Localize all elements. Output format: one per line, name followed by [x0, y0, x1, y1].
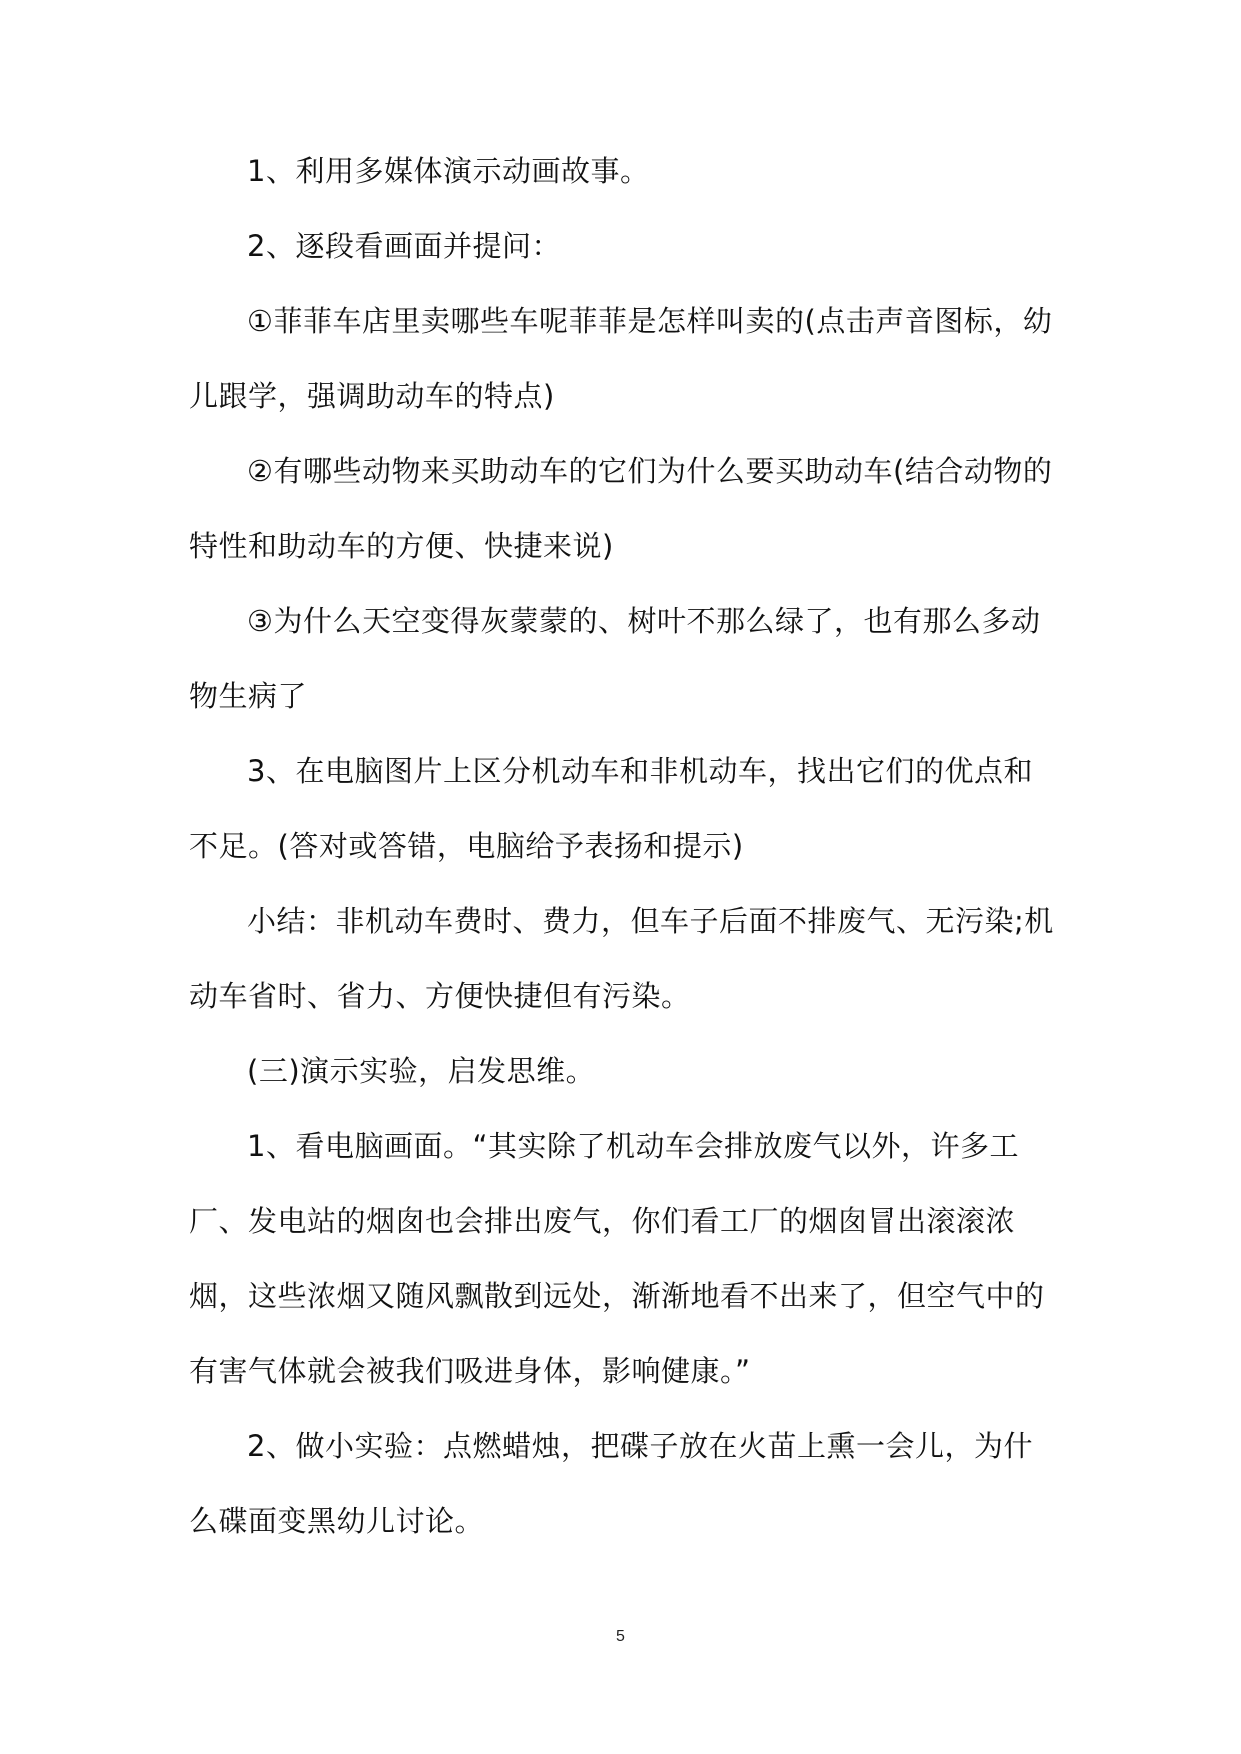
- paragraph-1: 1、利用多媒体演示动画故事。: [247, 154, 650, 188]
- paragraph-7: 1、看电脑画面。“其实除了机动车会排放废气以外，许多工厂、发电站的烟囱也会排出废气，你们看工厂的烟囱冒出滚滚浓烟，这些浓烟又随风飘散到远处，渐渐地看不出来了，但空气中的有害气体就会被我们吸进身体，影响健康。”: [189, 1129, 1045, 1388]
- paragraph-6: 3、在电脑图片上区分机动车和非机动车，找出它们的优点和不足。(答对或答错，电脑给予表扬和提示): [189, 754, 1033, 863]
- paragraph-8: 2、做小实验：点燃蜡烛，把碟子放在火苗上熏一会儿，为什么碟面变黑幼儿讨论。: [189, 1429, 1033, 1538]
- paragraph-section-heading: (三)演示实验，启发思维。: [247, 1054, 596, 1088]
- paragraph-2: 2、逐段看画面并提问：: [247, 229, 561, 263]
- paragraph-4: ②有哪些动物来买助动车的它们为什么要买助动车(结合动物的特性和助动车的方便、快捷来说): [189, 454, 1053, 563]
- page-number: 5: [616, 1628, 625, 1645]
- paragraph-5: ③为什么天空变得灰蒙蒙的、树叶不那么绿了，也有那么多动物生病了: [189, 604, 1041, 713]
- paragraph-3: ①菲菲车店里卖哪些车呢菲菲是怎样叫卖的(点击声音图标，幼儿跟学，强调助动车的特点): [189, 304, 1053, 413]
- paragraph-summary: 小结：非机动车费时、费力，但车子后面不排废气、无污染;机动车省时、省力、方便快捷但有污染。: [189, 904, 1054, 1013]
